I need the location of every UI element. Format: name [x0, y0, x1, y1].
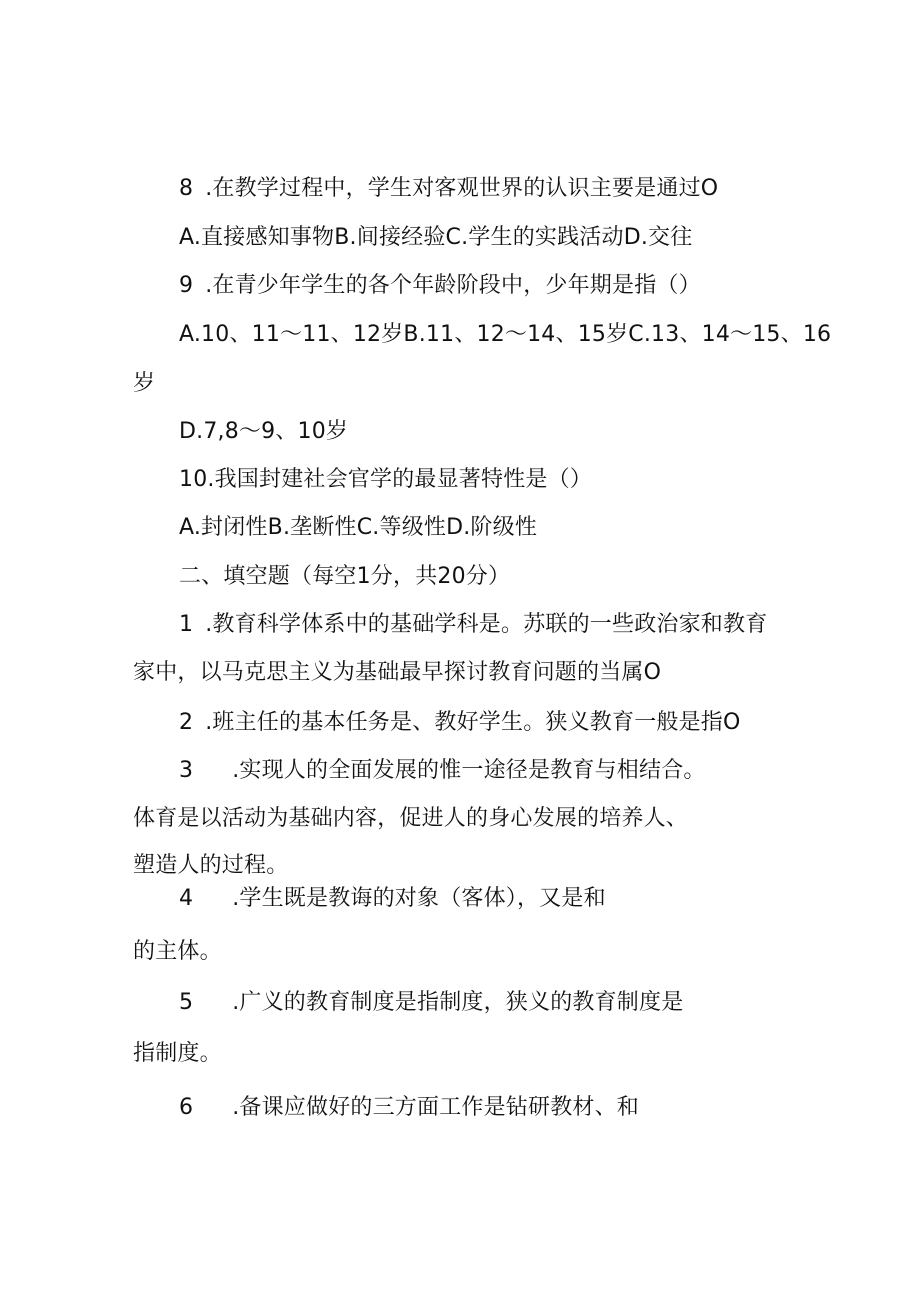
question-8-options: A.直接感知事物B.间接经验C.学生的实践活动D.交往	[179, 225, 693, 250]
fill-5-line1	[179, 992, 683, 1014]
fill-4-line2: 的主体。	[133, 939, 222, 964]
fill-4-line1	[179, 888, 606, 910]
fill-5-line2: 指制度。	[133, 1041, 222, 1066]
question-number: 3	[179, 758, 194, 783]
question-number: 9	[179, 273, 194, 298]
question-text: .广义的教育制度是指制度，狭义的教育制度是	[232, 990, 684, 1015]
question-text: .实现人的全面发展的惟一途径是教育与相结合。	[232, 758, 706, 783]
question-9-options-line3: D.7,8〜9、10岁	[179, 419, 349, 444]
question-text: .在教学过程中，学生对客观世界的认识主要是通过O	[205, 176, 719, 201]
fill-1-line2: 家中，以马克思主义为基础最早探讨教育问题的当属O	[133, 660, 662, 685]
question-text: .教育科学体系中的基础学科是。苏联的一些政治家和教育	[205, 612, 768, 637]
question-number: 8	[179, 176, 194, 201]
question-text: .班主任的基本任务是、教好学生。狭义教育一般是指O	[205, 710, 741, 735]
fill-6-line1	[179, 1097, 639, 1119]
fill-1-line1	[179, 614, 767, 636]
fill-3-line3: 塑造人的过程。	[133, 853, 289, 878]
question-9-options-line1: A.10、11〜11、12岁B.11、12〜14、15岁C.13、14〜15、16	[179, 322, 832, 347]
fill-2-line1	[179, 712, 741, 734]
question-text: .备课应做好的三方面工作是钻研教材、和	[232, 1095, 639, 1120]
question-text: .学生既是教诲的对象（客体），又是和	[232, 886, 606, 911]
question-10-options: A.封闭性B.垄断性C.等级性D.阶级性	[179, 515, 538, 540]
question-number: 4	[179, 886, 194, 911]
question-number: 5	[179, 990, 194, 1015]
question-text: .在青少年学生的各个年龄阶段中，少年期是指（）	[205, 273, 701, 298]
question-10-stem: 10.我国封建社会官学的最显著特性是（）	[179, 467, 592, 492]
question-8-stem	[179, 178, 718, 200]
question-9-stem	[179, 275, 701, 297]
fill-3-line2: 体育是以活动为基础内容，促进人的身心发展的培养人、	[133, 806, 689, 831]
question-number: 6	[179, 1095, 194, 1120]
question-number: 1	[179, 612, 194, 637]
fill-3-line1	[179, 760, 706, 782]
question-9-options-line2: 岁	[133, 371, 156, 396]
section-heading: 二、填空题（每空1分，共20分）	[179, 564, 511, 589]
question-number: 2	[179, 710, 194, 735]
